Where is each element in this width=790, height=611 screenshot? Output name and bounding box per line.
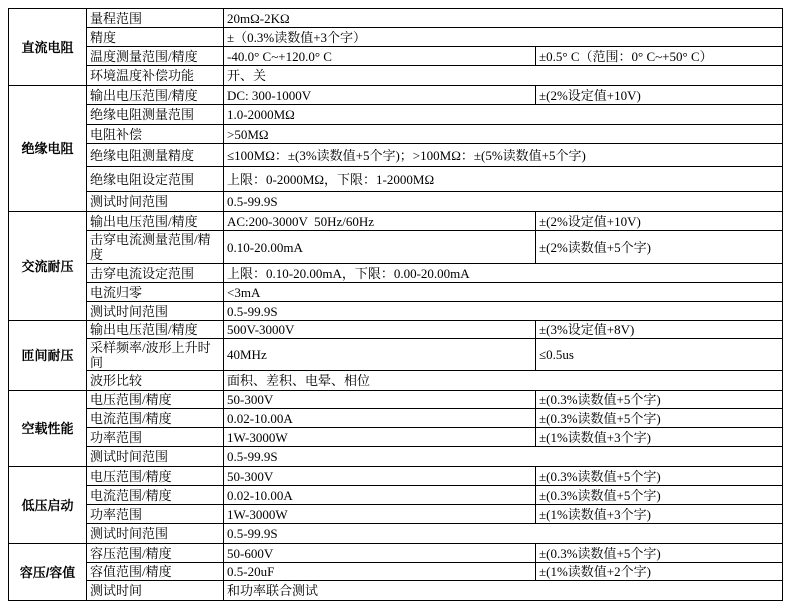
spec-table-body — [9, 9, 783, 601]
param-label: 功率范围 — [87, 505, 224, 524]
spec-value: 50-300V — [224, 391, 536, 409]
group-label: 直流电阻 — [9, 9, 87, 86]
param-label: 波形比较 — [87, 371, 224, 391]
spec-accuracy: ±(3%设定值+8V) — [536, 321, 783, 339]
spec-table — [8, 8, 783, 601]
param-label: 环境温度补偿功能 — [87, 66, 224, 86]
table-row — [9, 167, 783, 192]
table-row — [9, 447, 783, 467]
spec-value: >50MΩ — [224, 125, 783, 144]
param-label: 量程范围 — [87, 9, 224, 28]
table-row — [9, 144, 783, 167]
param-label: 测试时间 — [87, 581, 224, 601]
spec-value: 50-600V — [224, 544, 536, 563]
table-row — [9, 524, 783, 544]
param-label: 功率范围 — [87, 428, 224, 447]
spec-accuracy: ±(2%设定值+10V) — [536, 86, 783, 105]
spec-value: 上限：0.10-20.00mA，下限：0.00-20.00mA — [224, 264, 783, 283]
spec-value: 40MHz — [224, 339, 536, 371]
param-label: 温度测量范围/精度 — [87, 47, 224, 66]
table-row — [9, 321, 783, 339]
spec-value: 0.02-10.00A — [224, 409, 536, 428]
param-label: 精度 — [87, 28, 224, 47]
table-row — [9, 28, 783, 47]
table-row — [9, 231, 783, 264]
group-label: 低压启动 — [9, 467, 87, 544]
spec-value: 1.0-2000MΩ — [224, 105, 783, 125]
table-row — [9, 125, 783, 144]
table-row — [9, 505, 783, 524]
param-label: 绝缘电阻测量范围 — [87, 105, 224, 125]
table-row — [9, 544, 783, 563]
spec-value: 0.5-99.9S — [224, 302, 783, 321]
param-label: 输出电压范围/精度 — [87, 212, 224, 231]
spec-value: 0.02-10.00A — [224, 486, 536, 505]
spec-value: 1W-3000W — [224, 505, 536, 524]
table-row — [9, 192, 783, 212]
group-label: 交流耐压 — [9, 212, 87, 321]
table-row — [9, 467, 783, 486]
spec-accuracy: ±(0.3%读数值+5个字) — [536, 544, 783, 563]
table-row — [9, 371, 783, 391]
spec-value: 20mΩ-2KΩ — [224, 9, 783, 28]
spec-value: ≤100MΩ：±(3%读数值+5个字)；>100MΩ：±(5%读数值+5个字) — [224, 144, 783, 167]
table-row — [9, 105, 783, 125]
spec-accuracy: ≤0.5us — [536, 339, 783, 371]
param-label: 测试时间范围 — [87, 192, 224, 212]
table-row — [9, 283, 783, 302]
table-row — [9, 302, 783, 321]
spec-value: 0.5-99.9S — [224, 192, 783, 212]
table-row — [9, 428, 783, 447]
param-label: 电流范围/精度 — [87, 486, 224, 505]
table-row — [9, 264, 783, 283]
group-label: 容压/容值 — [9, 544, 87, 601]
param-label: 测试时间范围 — [87, 447, 224, 467]
param-label: 测试时间范围 — [87, 524, 224, 544]
spec-value: 面积、差积、电晕、相位 — [224, 371, 783, 391]
spec-value: -40.0° C~+120.0° C — [224, 47, 536, 66]
table-row — [9, 86, 783, 105]
param-label: 测试时间范围 — [87, 302, 224, 321]
group-label: 空载性能 — [9, 391, 87, 467]
spec-value: 1W-3000W — [224, 428, 536, 447]
group-label: 绝缘电阻 — [9, 86, 87, 212]
param-label: 输出电压范围/精度 — [87, 86, 224, 105]
spec-value: AC:200-3000V 50Hz/60Hz — [224, 212, 536, 231]
spec-value: <3mA — [224, 283, 783, 302]
table-row — [9, 9, 783, 28]
param-label: 击穿电流设定范围 — [87, 264, 224, 283]
param-label: 容值范围/精度 — [87, 563, 224, 581]
spec-value: 和功率联合测试 — [224, 581, 783, 601]
spec-accuracy: ±(0.3%读数值+5个字) — [536, 391, 783, 409]
spec-value: 500V-3000V — [224, 321, 536, 339]
spec-value: 开、关 — [224, 66, 783, 86]
spec-value: 0.5-99.9S — [224, 447, 783, 467]
spec-accuracy: ±0.5° C（范围：0° C~+50° C） — [536, 47, 783, 66]
spec-accuracy: ±(1%读数值+3个字) — [536, 505, 783, 524]
param-label: 击穿电流测量范围/精度 — [87, 231, 224, 264]
spec-value: 0.5-20uF — [224, 563, 536, 581]
table-row — [9, 563, 783, 581]
param-label: 电压范围/精度 — [87, 467, 224, 486]
spec-accuracy: ±(2%设定值+10V) — [536, 212, 783, 231]
table-row — [9, 66, 783, 86]
param-label: 绝缘电阻设定范围 — [87, 167, 224, 192]
spec-value: 50-300V — [224, 467, 536, 486]
spec-value: 0.10-20.00mA — [224, 231, 536, 264]
param-label: 电流范围/精度 — [87, 409, 224, 428]
param-label: 容压范围/精度 — [87, 544, 224, 563]
param-label: 采样频率/波形上升时间 — [87, 339, 224, 371]
spec-value: 上限：0-2000MΩ，下限：1-2000MΩ — [224, 167, 783, 192]
table-row — [9, 486, 783, 505]
spec-accuracy: ±(0.3%读数值+5个字) — [536, 409, 783, 428]
table-row — [9, 409, 783, 428]
spec-accuracy: ±(1%读数值+3个字) — [536, 428, 783, 447]
param-label: 输出电压范围/精度 — [87, 321, 224, 339]
param-label: 电压范围/精度 — [87, 391, 224, 409]
table-row — [9, 212, 783, 231]
param-label: 电阻补偿 — [87, 125, 224, 144]
group-label: 匝间耐压 — [9, 321, 87, 391]
spec-value: ±（0.3%读数值+3个字） — [224, 28, 783, 47]
spec-accuracy: ±(1%读数值+2个字) — [536, 563, 783, 581]
table-row — [9, 339, 783, 371]
table-row — [9, 47, 783, 66]
spec-accuracy: ±(0.3%读数值+5个字) — [536, 486, 783, 505]
spec-value: 0.5-99.9S — [224, 524, 783, 544]
spec-accuracy: ±(2%读数值+5个字) — [536, 231, 783, 264]
spec-accuracy: ±(0.3%读数值+5个字) — [536, 467, 783, 486]
spec-value: DC: 300-1000V — [224, 86, 536, 105]
table-row — [9, 581, 783, 601]
table-row — [9, 391, 783, 409]
param-label: 电流归零 — [87, 283, 224, 302]
param-label: 绝缘电阻测量精度 — [87, 144, 224, 167]
